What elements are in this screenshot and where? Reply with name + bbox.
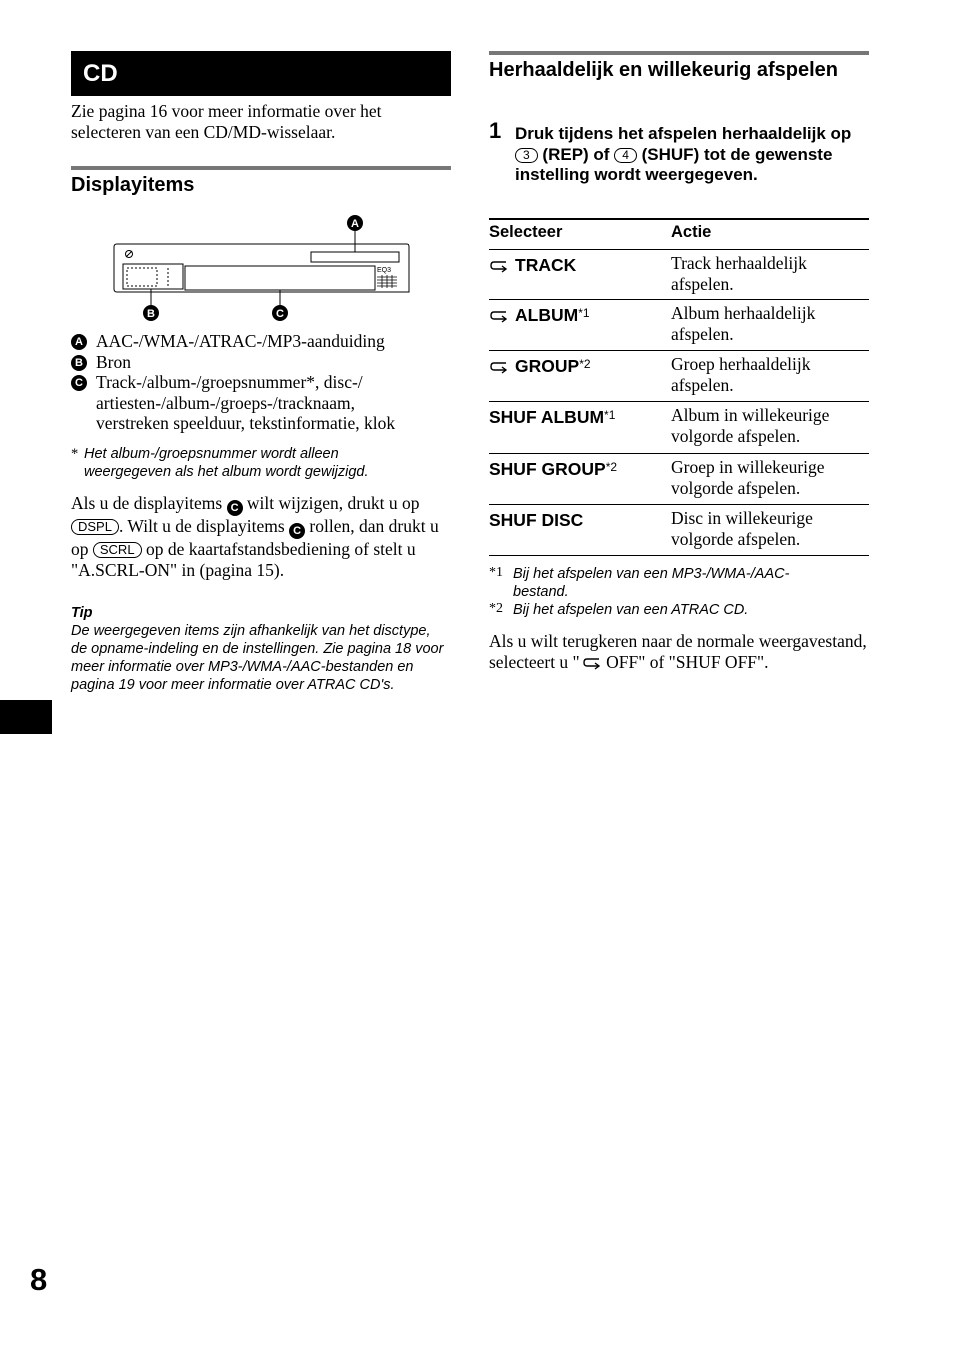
footnote-text: Bij het afspelen van een ATRAC CD.: [513, 602, 749, 618]
table-cell-select: [489, 457, 617, 479]
legend-text: AAC-/WMA-/ATRAC-/MP3-aanduiding: [96, 331, 385, 351]
callout-a-label: A: [351, 218, 359, 230]
select-sup: *2: [605, 460, 618, 474]
display-change-paragraph: [71, 493, 451, 580]
table-cell-action: Track herhaaldelijk afspelen.: [671, 253, 807, 294]
dspl-button: DSPL: [71, 519, 119, 535]
section-rule: [71, 166, 451, 170]
section-header-cd: CD: [71, 51, 451, 96]
para-text: rollen, dan drukt u op: [71, 516, 439, 559]
callout-b-label: B: [147, 308, 155, 320]
legend-item: [71, 372, 431, 434]
para-text: wilt wijzigen, drukt u op: [246, 493, 420, 513]
repeat-icon: [582, 656, 602, 670]
legend-marker: A: [71, 334, 87, 350]
footnote-mark: *2: [489, 601, 503, 616]
cd-intro-text: Zie pagina 16 voor meer informatie over het selecteren van een CD/MD-wisselaar.: [71, 101, 382, 142]
select-sup: *1: [578, 306, 590, 320]
table-cell-select: [489, 508, 583, 530]
table-cell-action: Album herhaaldelijk afspelen.: [671, 303, 816, 344]
legend-marker: C: [71, 375, 87, 391]
tip-text: De weergegeven items zijn afhankelijk van het disctype, de opname-indeling en de instellingen. Zie pagina 18 voor meer informatie over MP3-/WMA-/AAC-bestanden en pagina 19 voor meer informatie over ATRAC CD's.: [71, 623, 444, 693]
step-number: 1: [489, 118, 502, 143]
table-cell-select: [489, 303, 590, 325]
side-tab-marker: [0, 700, 52, 734]
table-top-rule: [489, 218, 869, 220]
display-footnote: [71, 445, 451, 481]
repeat-icon: [489, 309, 509, 323]
select-sup: *2: [579, 357, 591, 371]
table-cell-action: Album in willekeurige volgorde afspelen.: [671, 405, 830, 446]
marker-c: C: [289, 523, 305, 539]
legend-text: Bron: [96, 352, 131, 372]
key-4: 4: [614, 148, 637, 163]
table-row: [489, 453, 869, 504]
table-cell-action: Disc in willekeurige volgorde afspelen.: [671, 508, 813, 549]
table-cell-action: Groep in willekeurige volgorde afspelen.: [671, 457, 825, 498]
table-header-select: Selecteer: [489, 223, 563, 241]
footnote-mark: *1: [489, 565, 503, 580]
section-rule: [489, 51, 869, 55]
table-row: [489, 350, 869, 402]
para-text: op de kaartafstandsbediening of stelt u "A.SCRL-ON" in (pagina 15).: [71, 539, 416, 580]
legend-item: [71, 352, 451, 373]
table-row: [489, 299, 869, 351]
footnote-text: Het album-/groepsnummer wordt alleen weergegeven als het album wordt gewijzigd.: [84, 446, 369, 480]
para-text: Als u de displayitems: [71, 493, 223, 513]
select-label: ALBUM: [515, 305, 579, 325]
page-number: 8: [30, 1262, 48, 1297]
footnote-mark: *: [71, 446, 79, 462]
para-text: Als u wilt terugkeren naar de normale weergavestand, selecteert u ": [489, 631, 867, 672]
table-cell-select: [489, 405, 615, 427]
legend-item: [71, 331, 451, 352]
select-label: TRACK: [515, 255, 577, 275]
table-cell-select: [489, 354, 591, 376]
select-label: SHUF ALBUM: [489, 407, 605, 427]
table-footnote: [489, 565, 869, 601]
displayitems-title: Displayitems: [71, 174, 195, 196]
marker-c: C: [227, 500, 243, 516]
scrl-button: SCRL: [93, 542, 142, 558]
step-instruction: [515, 124, 869, 186]
callout-c-label: C: [276, 308, 284, 320]
step-text: Druk tijdens het afspelen herhaaldelijk op: [515, 124, 852, 143]
closing-paragraph: [489, 631, 869, 672]
display-diagram: [71, 210, 451, 328]
table-cell-select: [489, 253, 576, 275]
table-footnote: [489, 601, 869, 619]
footnote-text: Bij het afspelen van een MP3-/WMA-/AAC-bestand.: [513, 566, 790, 600]
table-header-action: Actie: [671, 223, 712, 241]
para-text: . Wilt u de displayitems: [118, 516, 285, 536]
select-label: GROUP: [515, 356, 580, 376]
key-3: 3: [515, 148, 538, 163]
step-text: (SHUF) tot de gewenste instelling wordt weergegeven.: [515, 144, 833, 184]
repeat-icon: [489, 360, 509, 374]
select-label: SHUF GROUP: [489, 459, 606, 479]
display-panel: [114, 244, 409, 292]
legend-text: Track-/album-/groepsnummer*, disc-/ artiesten-/album-/groeps-/tracknaam, verstreken speelduur, tekstinformatie, klok: [96, 372, 396, 433]
repeat-section-title: Herhaaldelijk en willekeurig afspelen: [489, 59, 839, 81]
select-label: SHUF DISC: [489, 510, 584, 530]
legend-marker: B: [71, 355, 87, 371]
tip-label: Tip: [71, 605, 93, 621]
para-text: OFF" of "SHUF OFF".: [601, 651, 769, 672]
select-sup: *1: [604, 408, 616, 422]
table-row: [489, 401, 869, 453]
table-cell-action: Groep herhaaldelijk afspelen.: [671, 354, 811, 395]
table-row: [489, 249, 869, 300]
eq-label: EQ3: [377, 267, 392, 274]
table-row: [489, 504, 869, 556]
repeat-icon: [489, 259, 509, 273]
step-text: (REP) of: [542, 144, 610, 164]
